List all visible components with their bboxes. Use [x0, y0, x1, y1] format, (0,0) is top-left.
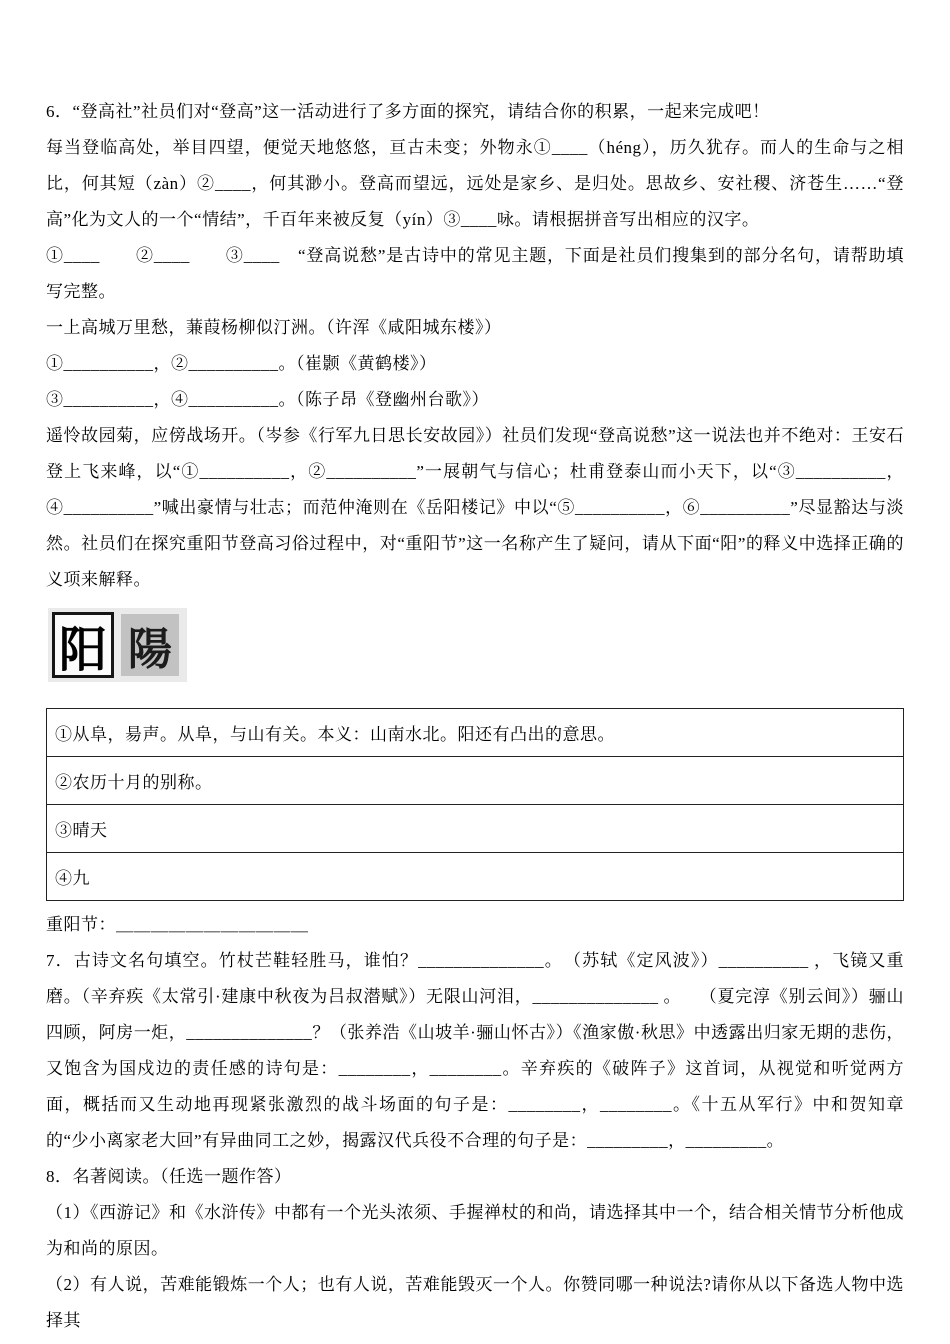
yang-character-figure [48, 608, 187, 682]
quote-xianyang-chengdonglou: 一上高城万里愁，蒹葭杨柳似汀洲。（许浑《咸阳城东楼》） [46, 318, 502, 337]
yang-seal-script-glyph: 陽 [121, 614, 179, 676]
question-6-passage-2: 遥怜故园菊，应傍战场开。（岑参《行军九日思长安故园》）社员们发现“登高说愁”这一说法也并不绝对：王安石登上飞来峰，以“①__________，②__________”一展朝气与信心；杜甫登泰山而小天下，以“③__________，④__________”喊出豪情与壮志；而范仲淹则在《岳阳楼记》中以“⑤__________，⑥__________”尽显豁达与淡然。社员们在探究重阳节登高习俗过程中，对“重阳节”这一名称产生了疑问，请从下面“阳”的释义中选择正确的义项来解释。 [46, 426, 904, 589]
question-6-passage: 每当登临高处，举目四望，便觉天地悠悠，亘古未变；外物永①____（héng），历久犹存。而人的生命与之相比，何其短（zàn）②____，何其渺小。登高而望远，远处是家乡、是归处。思故乡、安社稷、济苍生……“登高”化为文人的一个“情结”，千百年来被反复（yín）③____咏。请根据拼音写出相应的汉字。 [46, 138, 904, 229]
table-row [47, 709, 904, 757]
table-row [47, 805, 904, 853]
definition-2: ②农历十月的别称。 [47, 757, 904, 805]
definition-1: ①从阜，昜声。从阜，与山有关。本义：山南水北。阳还有凸出的意思。 [47, 709, 904, 757]
question-8-heading: 8．名著阅读。（任选一题作答） [46, 1167, 292, 1186]
quote-huanghelou-blanks: ①__________，②__________。（崔颢《黄鹤楼》） [46, 354, 437, 373]
quote-youzhoutai-blanks: ③__________，④__________。（陈子昂《登幽州台歌》） [46, 390, 489, 409]
definition-4: ④九 [47, 853, 904, 901]
question-8-option-1: （1）《西游记》和《水浒传》中都有一个光头浓须、手握禅杖的和尚，请选择其中一个，结合相关情节分析他成为和尚的原因。 [46, 1203, 904, 1258]
yang-regular-glyph: 阳 [52, 612, 114, 678]
exam-page [46, 94, 904, 1339]
question-8-option-2: （2）有人说，苦难能锻炼一个人；也有人说，苦难能毁灭一个人。你赞同哪一种说法?请你从以下备选人物中选择其 [46, 1275, 904, 1330]
question-6-pinyin-blanks: ①____ ②____ ③____ “登高说愁”是古诗中的常见主题，下面是社员们搜集到的部分名句，请帮助填写完整。 [46, 246, 904, 301]
question-6-heading: 6．“登高社”社员们对“登高”这一活动进行了多方面的探究，请结合你的积累，一起来完成吧！ [46, 102, 770, 121]
question-7: 7．古诗文名句填空。竹杖芒鞋轻胜马，谁怕？______________。 （苏轼《定风波》）__________ ，飞镜又重磨。（辛弃疾《太常引·建康中秋夜为吕叔潜赋》）无限山河泪，______________ 。 （夏完淳《别云间》）骊山四顾，阿房一炬，______________？（张养浩《山坡羊·骊山怀古》）《渔家傲·秋思》中透露出归家无期的悲伤，又饱含为国戍边的责任感的诗句是：________，________。辛弃疾的《破阵子》这首词，从视觉和听觉两方面，概括而又生动地再现紧张激烈的战斗场面的句子是：________，________。《十五从军行》中和贺知章的“少小离家老大回”有异曲同工之妙，揭露汉代兵役不合理的句子是：_________，_________。 [46, 951, 904, 1150]
definition-3: ③晴天 [47, 805, 904, 853]
table-row [47, 853, 904, 901]
table-row [47, 757, 904, 805]
chongyangjie-answer-line: 重阳节：＿＿＿＿＿＿＿＿＿＿＿ [46, 915, 309, 934]
yang-definitions-table [46, 708, 904, 901]
